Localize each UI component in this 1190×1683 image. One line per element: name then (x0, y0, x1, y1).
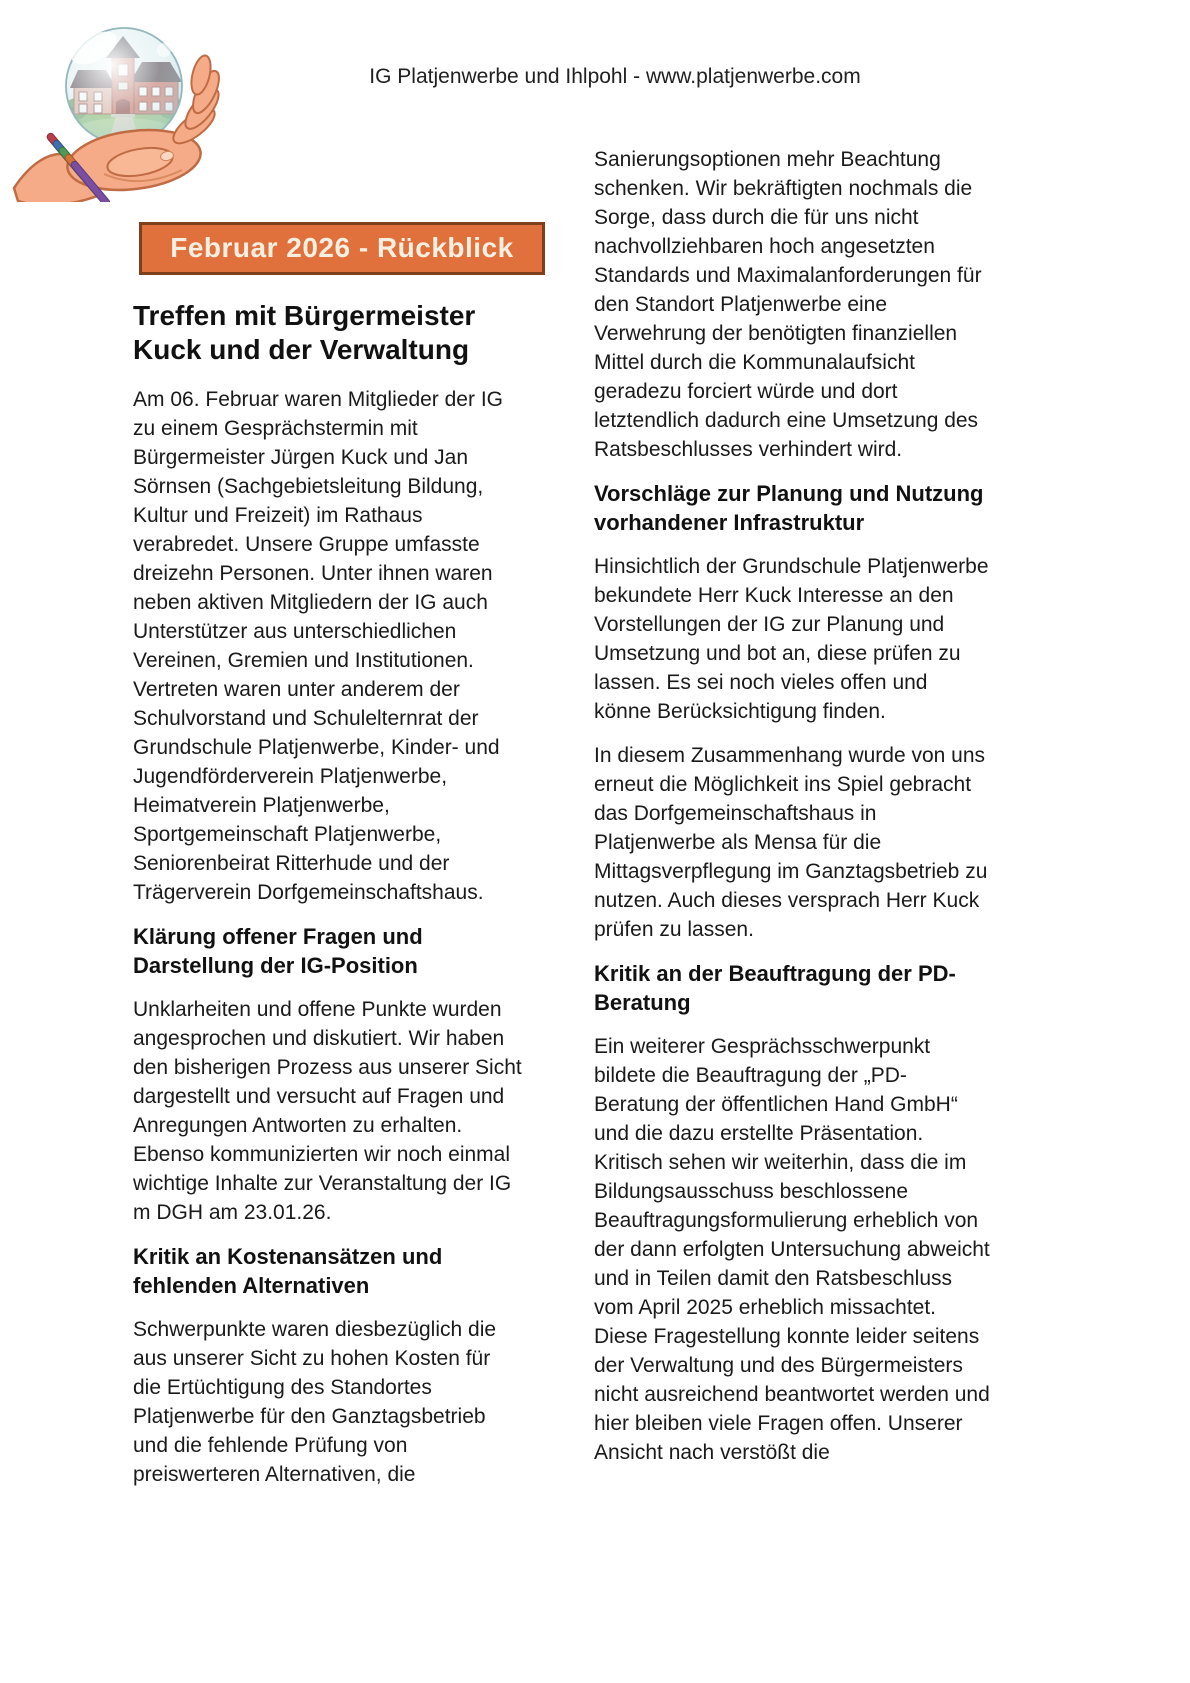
body-paragraph: Ein weiterer Gesprächsschwerpunkt bildete die Beauftragung der „PD-Beratung der öffentlichen Hand GmbH“ und die dazu erstellte Präsentation. Kritisch sehen wir weiterhin, dass die im Bildungsausschuss beschlossene Beauftragungsformulierung erheblich von der dann erfolgten Untersuchung abweicht und in Teilen damit den Ratsbeschluss vom April 2025 erheblich missachtet. Diese Fragestellung konnte leider seitens der Verwaltung und des Bürgermeisters nicht ausreichend beantwortet werden und hier bleiben viele Fragen offen. Unserer Ansicht nach verstößt die (594, 1035, 990, 1464)
body-paragraph: Schwerpunkte waren diesbezüglich die aus unserer Sicht zu hohen Kosten für die Ertüchtigung des Standortes Platjenwerbe für den Ganztagsbetrieb und die fehlende Prüfung von preiswerteren Alternativen, die (133, 1318, 497, 1486)
logo-hand-globe-illustration (12, 6, 237, 202)
body-paragraph: Am 06. Februar waren Mitglieder der IG zu einem Gesprächstermin mit Bürgermeister Jürgen Kuck und Jan Sörnsen (Sachgebietsleitung Bildung, Kultur und Freizeit) im Rathaus verabredet. Unsere Gruppe umfasste dreizehn Personen. Unter ihnen waren neben aktiven Mitgliedern der IG auch Unterstützer aus unterschiedlichen Vereinen, Gremien und Institutionen. Vertreten waren unter anderem der Schulvorstand und Schulelternrat der Grundschule Platjenwerbe, Kinder- und Jugendförderverein Platjenwerbe, Heimatverein Platjenwerbe, Sportgemeinschaft Platjenwerbe, Seniorenbeirat Ritterhude und der Trägerverein Dorfgemeinschaftshaus. (133, 388, 503, 904)
right-column (594, 145, 990, 1482)
section-heading: Vorschläge zur Planung und Nutzung vorhandener Infrastruktur (594, 481, 984, 535)
page-header-text: IG Platjenwerbe und Ihlpohl - www.platjenwerbe.com (369, 65, 861, 88)
body-paragraph: In diesem Zusammenhang wurde von uns erneut die Möglichkeit ins Spiel gebracht das Dorfgemeinschaftshaus in Platjenwerbe als Mensa für die Mittagsverpflegung im Ganztagsbetrieb zu nutzen. Auch dieses versprach Herr Kuck prüfen zu lassen. (594, 744, 988, 941)
body-paragraph: Sanierungsoptionen mehr Beachtung schenken. Wir bekräftigten nochmals die Sorge, dass durch die für uns nicht nachvollziehbaren hoch angesetzten Standards und Maximalanforderungen für den Standort Platjenwerbe eine Verwehrung der benötigten finanziellen Mittel durch die Kommunalaufsicht geradezu forciert würde und dort letztendlich dadurch eine Umsetzung des Ratsbeschlusses verhindert wird. (594, 148, 982, 461)
section-heading: Kritik an Kostenansätzen und fehlenden Alternativen (133, 1244, 443, 1298)
left-column (133, 222, 524, 1504)
section-heading: Kritik an der Beauftragung der PD-Beratung (594, 961, 956, 1015)
section-heading: Klärung offener Fragen und Darstellung der IG-Position (133, 924, 423, 978)
body-paragraph: Unklarheiten und offene Punkte wurden angesprochen und diskutiert. Wir haben den bisherigen Prozess aus unserer Sicht dargestellt und versucht auf Fragen und Anregungen Antworten zu erhalten. Ebenso kommunizierten wir noch einmal wichtige Inhalte zur Veranstaltung der IG m DGH am 23.01.26. (133, 998, 522, 1224)
body-paragraph: Hinsichtlich der Grundschule Platjenwerbe bekundete Herr Kuck Interesse an den Vorstellungen der IG zur Planung und Umsetzung und bot an, diese prüfen zu lassen. Es sei noch vieles offen und könne Berücksichtigung finden. (594, 555, 989, 723)
article-title: Treffen mit Bürgermeister Kuck und der Verwaltung (133, 300, 476, 365)
month-banner: Februar 2026 - Rückblick (139, 222, 545, 275)
